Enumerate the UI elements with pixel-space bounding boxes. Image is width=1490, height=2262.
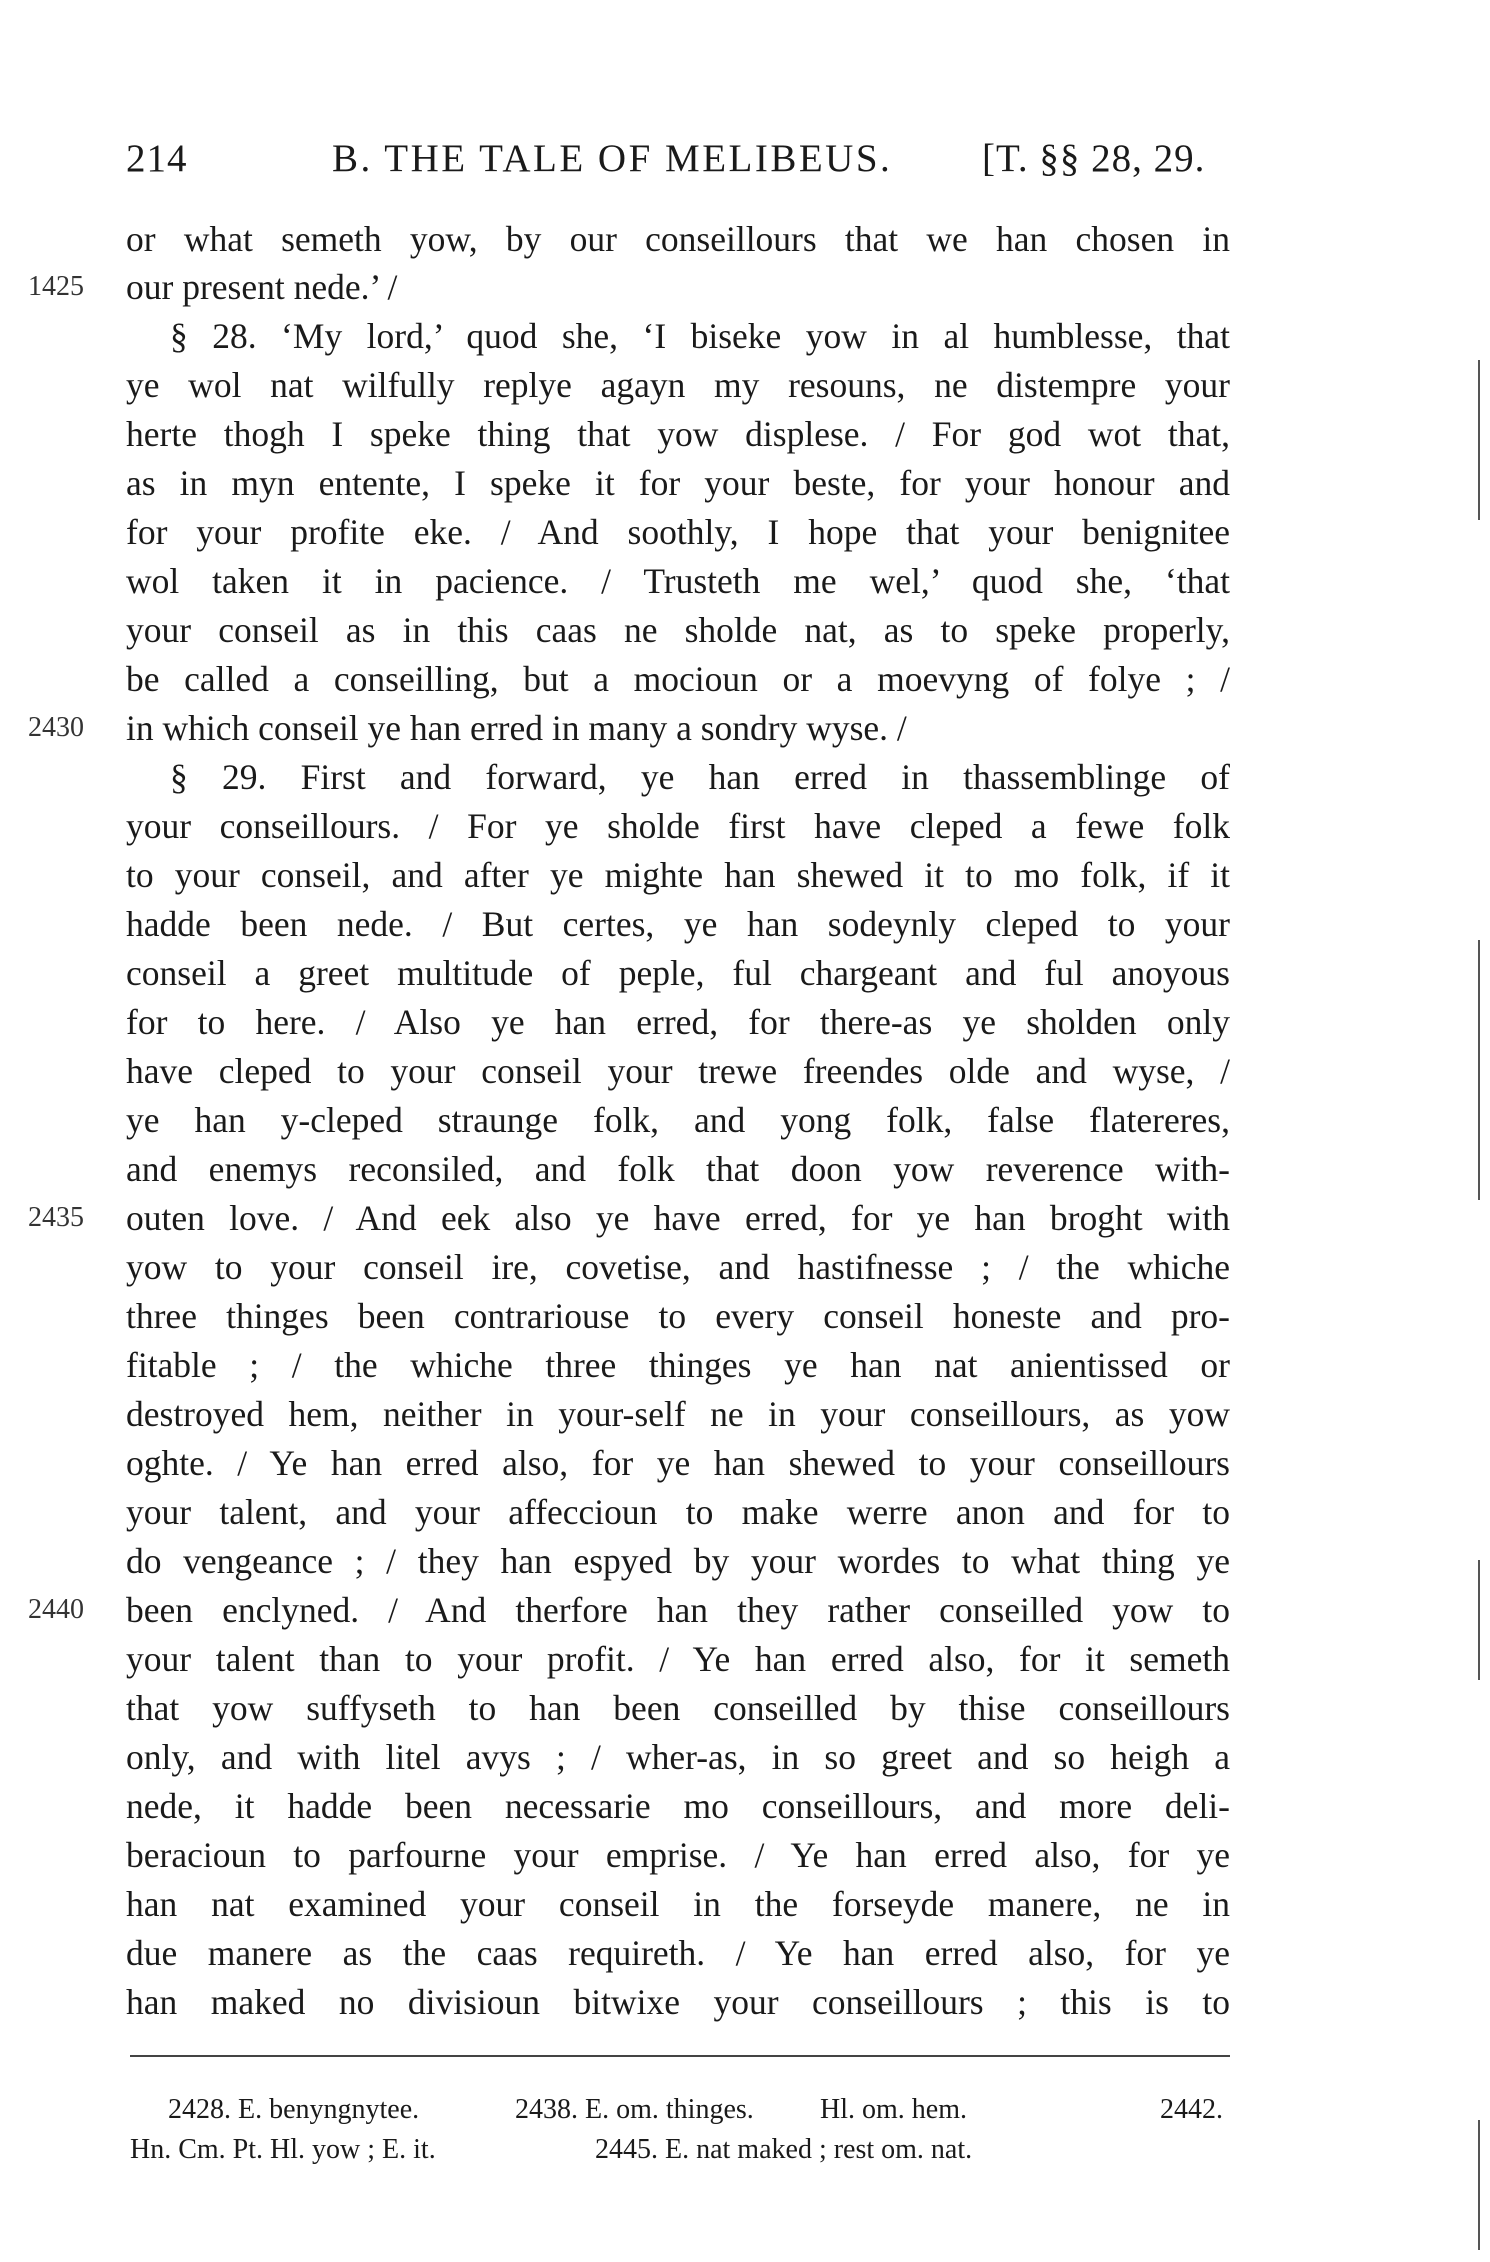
- text-line: conseil a greet multitude of peple, ful chargeant and ful anoyous: [126, 953, 1230, 993]
- running-title: B. THE TALE OF MELIBEUS.: [332, 137, 893, 180]
- section-reference: [T. §§ 28, 29.: [982, 137, 1206, 180]
- text-line: § 29. First and forward, ye han erred in thassemblinge of: [170, 757, 1230, 797]
- footnote-rule: [130, 2055, 1230, 2057]
- text-line: your talent, and your affeccioun to make werre anon and for to: [126, 1492, 1230, 1532]
- footnotes: [130, 2090, 1230, 2170]
- text-line: § 28. ‘My lord,’ quod she, ‘I biseke yow in al humblesse, that: [170, 316, 1230, 356]
- text-line: your talent than to your profit. / Ye han erred also, for it semeth: [126, 1639, 1230, 1679]
- text-line: as in myn entente, I speke it for your beste, for your honour and: [126, 463, 1230, 503]
- line-number: 2435: [28, 1202, 84, 1233]
- text-line: have cleped to your conseil your trewe freendes olde and wyse, /: [126, 1051, 1230, 1091]
- margin-scan-mark: [1478, 1560, 1480, 1680]
- text-line: be called a conseilling, but a mocioun or a moevyng of folye ; /: [126, 659, 1230, 699]
- footnote-line: [130, 2130, 1230, 2170]
- text-line: and enemys reconsiled, and folk that doon yow reverence with-: [126, 1149, 1230, 1189]
- text-line: three thinges been contrariouse to every conseil honeste and pro-: [126, 1296, 1230, 1336]
- margin-scan-mark: [1478, 360, 1480, 520]
- text-line: wol taken it in pacience. / Trusteth me wel,’ quod she, ‘that: [126, 561, 1230, 601]
- text-line: our present nede.’ /: [126, 267, 398, 307]
- text-line: destroyed hem, neither in your-self ne in your conseillours, as yow: [126, 1394, 1230, 1434]
- text-line: do vengeance ; / they han espyed by your wordes to what thing ye: [126, 1541, 1230, 1581]
- footnote: 2442.: [1160, 2094, 1223, 2125]
- text-line: for your profite eke. / And soothly, I hope that your benignitee: [126, 512, 1230, 552]
- text-line: your conseillours. / For ye sholde first have cleped a fewe folk: [126, 806, 1230, 846]
- text-line: hadde been nede. / But certes, ye han sodeynly cleped to your: [126, 904, 1230, 944]
- text-line: or what semeth yow, by our conseillours that we han chosen in: [126, 219, 1230, 259]
- footnote: 2445. E. nat maked ; rest om. nat.: [595, 2134, 973, 2165]
- footnote: Hl. om. hem.: [820, 2094, 967, 2125]
- footnote-line: [130, 2090, 1230, 2130]
- text-line: ye wol nat wilfully replye agayn my resouns, ne distempre your: [126, 365, 1230, 405]
- line-number: 2440: [28, 1594, 84, 1625]
- text-line: oghte. / Ye han erred also, for ye han shewed to your conseillours: [126, 1443, 1230, 1483]
- text-line: yow to your conseil ire, covetise, and hastifnesse ; / the whiche: [126, 1247, 1230, 1287]
- text-line: han nat examined your conseil in the forseyde manere, ne in: [126, 1884, 1230, 1924]
- text-line: fitable ; / the whiche three thinges ye han nat anientissed or: [126, 1345, 1230, 1385]
- text-line: han maked no divisioun bitwixe your conseillours ; this is to: [126, 1982, 1230, 2022]
- text-line: outen love. / And eek also ye have erred, for ye han broght with: [126, 1198, 1230, 1238]
- margin-scan-mark: [1478, 2120, 1480, 2250]
- margin-scan-mark: [1478, 940, 1480, 1200]
- text-line: herte thogh I speke thing that yow displese. / For god wot that,: [126, 414, 1230, 454]
- running-header: [122, 130, 1232, 190]
- text-line: been enclyned. / And therfore han they rather conseilled yow to: [126, 1590, 1230, 1630]
- footnote: Hn. Cm. Pt. Hl. yow ; E. it.: [130, 2134, 436, 2165]
- line-number: 1425: [28, 271, 84, 302]
- text-line: to your conseil, and after ye mighte han shewed it to mo folk, if it: [126, 855, 1230, 895]
- text-line: your conseil as in this caas ne sholde nat, as to speke properly,: [126, 610, 1230, 650]
- text-line: beracioun to parfourne your emprise. / Ye han erred also, for ye: [126, 1835, 1230, 1875]
- text-line: due manere as the caas requireth. / Ye han erred also, for ye: [126, 1933, 1230, 1973]
- text-line: ye han y-cleped straunge folk, and yong folk, false flatereres,: [126, 1100, 1230, 1140]
- line-number: 2430: [28, 712, 84, 743]
- text-line: in which conseil ye han erred in many a sondry wyse. /: [126, 708, 907, 748]
- text-line: that yow suffyseth to han been conseilled by thise conseillours: [126, 1688, 1230, 1728]
- text-line: nede, it hadde been necessarie mo conseillours, and more deli-: [126, 1786, 1230, 1826]
- footnote: 2428. E. benyngnytee.: [168, 2094, 420, 2125]
- text-line: for to here. / Also ye han erred, for there-as ye sholden only: [126, 1002, 1230, 1042]
- footnote: 2438. E. om. thinges.: [515, 2094, 754, 2125]
- page-number: 214: [126, 137, 188, 180]
- text-line: only, and with litel avys ; / wher-as, in so greet and so heigh a: [126, 1737, 1230, 1777]
